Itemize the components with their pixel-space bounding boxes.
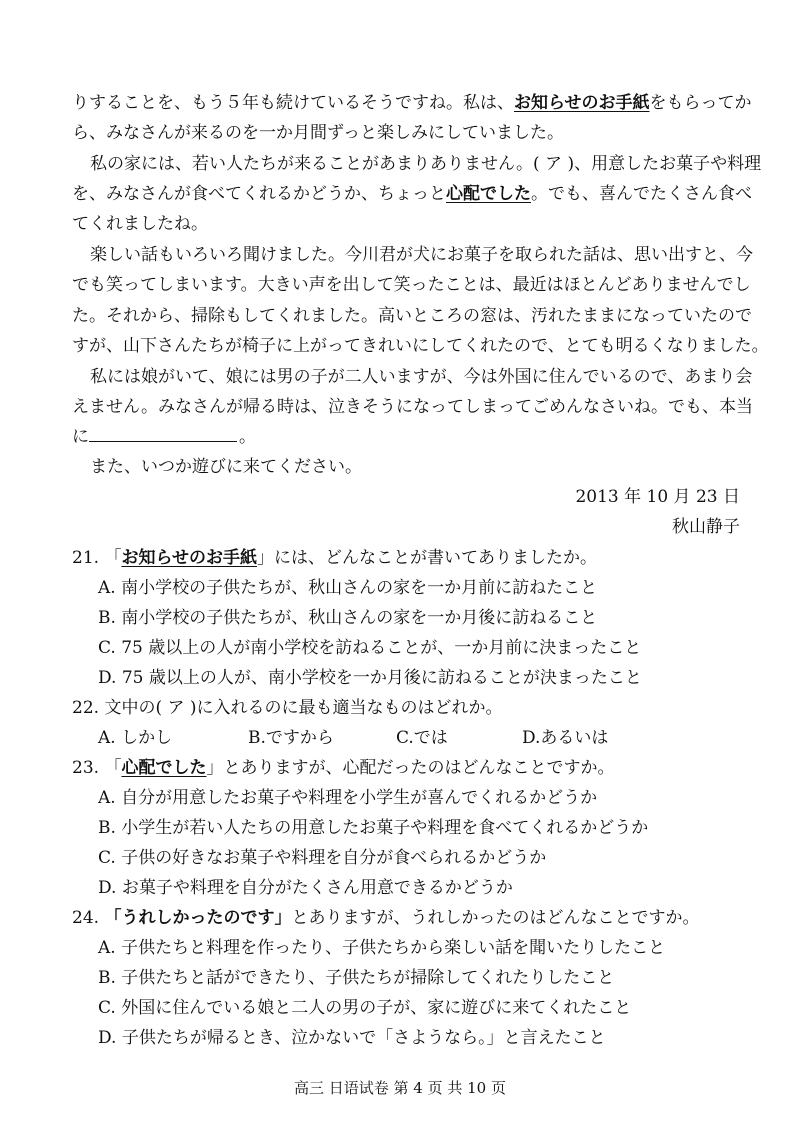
question-24	[72, 907, 699, 929]
question-quote: 心配でした	[121, 758, 207, 778]
question-text: 」には、どんなことが書いてありましたか。	[256, 548, 597, 568]
passage-text: に	[72, 427, 89, 447]
option-22-d: D.あるいは	[522, 728, 609, 748]
passage-line: でも笑ってしまいます。大きい声を出して笑ったことは、最近はほとんどありませんでし	[72, 275, 751, 295]
option-23-d: D. お菓子や料理を自分がたくさん用意できるかどうか	[98, 878, 513, 898]
options-22-row	[98, 727, 698, 749]
option-22-b: B.ですから	[248, 728, 334, 748]
passage-text: 。でも、喜んでたくさん食べ	[531, 184, 752, 204]
passage-text: 。	[239, 427, 256, 447]
underlined-phrase-letter: お知らせのお手紙	[514, 93, 650, 113]
question-number: 21.	[72, 548, 100, 568]
option-24-c: C. 外国に住んでいる娘と二人の男の子が、家に遊びに来てくれたこと	[98, 998, 632, 1018]
passage-text: をもらってか	[649, 93, 752, 113]
passage-line: てくれましたね。	[72, 214, 208, 234]
option-21-c: C. 75 歳以上の人が南小学校を訪ねることが、一か月前に決まったこと	[98, 638, 642, 658]
passage-line: 楽しい話もいろいろ聞けました。今川君が犬にお菓子を取られた話は、思い出すと、今	[90, 245, 753, 265]
question-21	[72, 547, 597, 569]
option-23-c: C. 子供の好きなお菓子や料理を自分が食べられるかどうか	[98, 848, 547, 868]
quote-open: 「	[104, 548, 122, 568]
question-text: とありますが、うれしかったのはどんなことですか。	[291, 908, 700, 928]
question-number: 24.	[72, 908, 100, 928]
passage-line	[72, 92, 752, 114]
passage-line: また、いつか遊びに来てください。	[90, 457, 362, 477]
question-quote: お知らせのお手紙	[121, 548, 257, 568]
option-24-a: A. 子供たちと料理を作ったり、子供たちから楽しい話を聞いたりしたこと	[98, 938, 666, 958]
passage-line: 私の家には、若い人たちが来ることがあまりありません。( ア )、用意したお菓子や料理	[90, 154, 762, 174]
option-21-a: A. 南小学校の子供たちが、秋山さんの家を一か月前に訪ねたこと	[98, 578, 598, 598]
passage-line: ら、みなさんが来るのを一か月間ずっと楽しみにしていました。	[72, 123, 564, 143]
passage-line: た。それから、掃除もしてくれました。高いところの窓は、汚れたままになっていたので	[72, 306, 752, 326]
option-21-d: D. 75 歳以上の人が、南小学校を一か月後に訪ねることが決まったこと	[98, 668, 642, 688]
option-23-a: A. 自分が用意したお菓子や料理を小学生が喜んでくれるかどうか	[98, 788, 598, 808]
quote-open: 「	[104, 758, 122, 778]
option-22-a: A. しかし	[98, 728, 173, 748]
page-footer: 高三 日语试卷 第 4 页 共 10 页	[293, 1079, 506, 1097]
passage-text: りすることを、もう５年も続けているそうですね。私は、	[72, 93, 514, 113]
option-24-b: B. 子供たちと話ができたり、子供たちが掃除してくれたりしたこと	[98, 968, 615, 988]
underlined-phrase-worried: 心配でした	[446, 184, 531, 204]
letter-signature: 秋山静子	[672, 517, 740, 537]
option-21-b: B. 南小学校の子供たちが、秋山さんの家を一か月後に訪ねること	[98, 608, 598, 628]
question-number: 23.	[72, 758, 100, 778]
question-22: 22. 文中の( ア )に入れるのに最も適当なものはどれか。	[72, 698, 503, 718]
passage-line: 私には娘がいて、娘には男の子が二人いますが、今は外国に住んでいるので、あまり会	[90, 367, 753, 387]
question-quote: 「うれしかったのです」	[104, 908, 292, 928]
question-23	[72, 757, 614, 779]
option-22-c: C.では	[396, 728, 448, 748]
passage-line: すが、山下さんたちが椅子に上がってきれいにしてくれたので、とても明るくなりました。	[72, 336, 769, 356]
passage-line	[72, 426, 256, 448]
passage-text: を、みなさんが食べてくれるかどうか、ちょっと	[72, 184, 446, 204]
option-24-d: D. 子供たちが帰るとき、泣かないで「さようなら。」と言えたこと	[98, 1028, 606, 1048]
letter-date: 2013 年 10 月 23 日	[575, 487, 740, 507]
question-text: 」とありますが、心配だったのはどんなことですか。	[206, 758, 615, 778]
passage-line: えません。みなさんが帰る時は、泣きそうになってしまってごめんなさいね。でも、本当	[72, 397, 754, 417]
answer-blank	[89, 427, 237, 442]
option-23-b: B. 小学生が若い人たちの用意したお菓子や料理を食べてくれるかどうか	[98, 818, 649, 838]
passage-line	[72, 183, 752, 205]
